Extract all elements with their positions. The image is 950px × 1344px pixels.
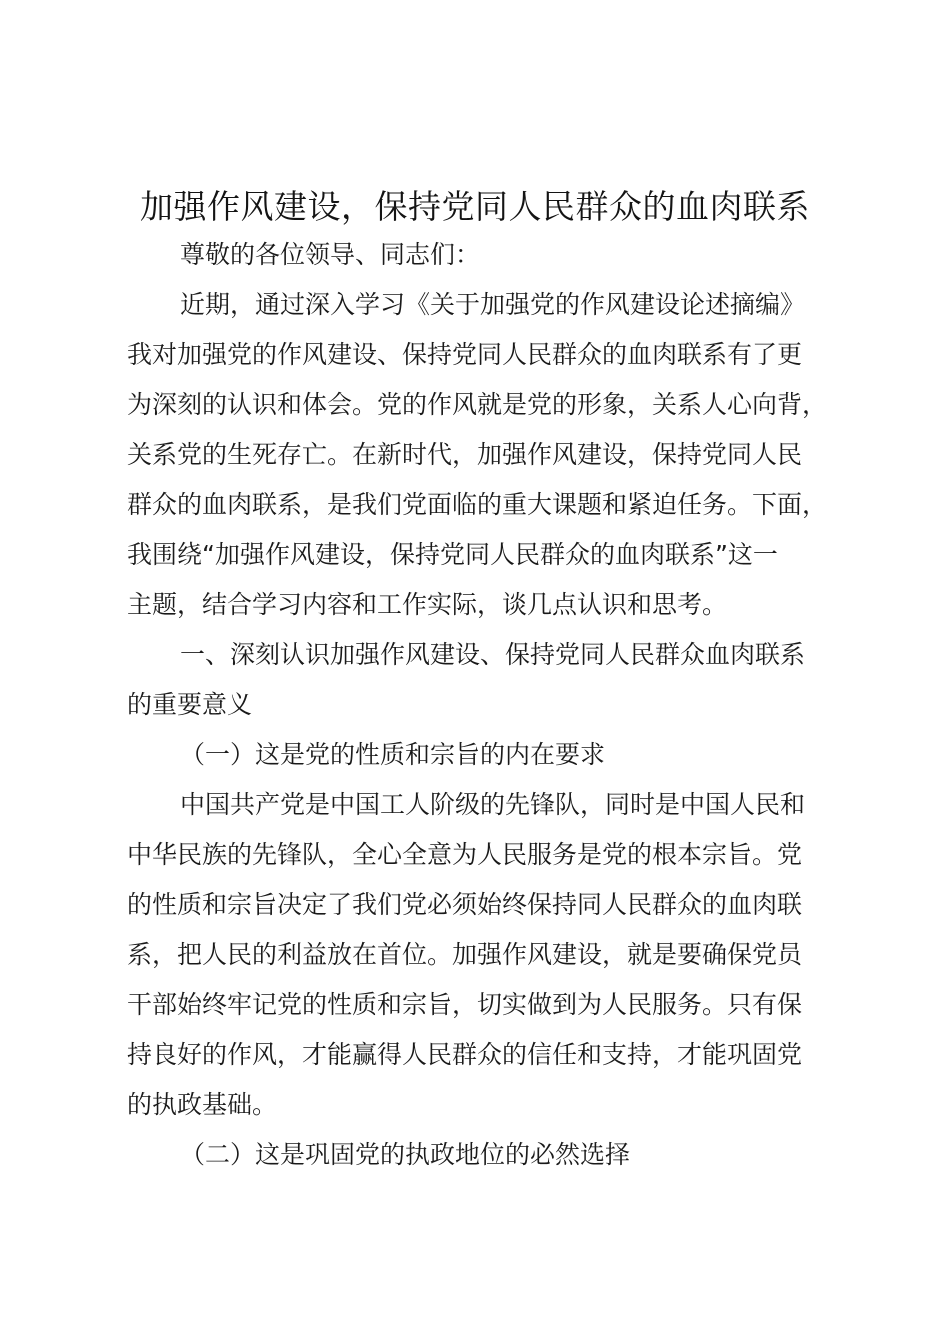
paragraph-line: 的性质和宗旨决定了我们党必须始终保持同人民群众的血肉联 — [127, 890, 803, 919]
salutation: 尊敬的各位领导、同志们： — [180, 240, 481, 269]
paragraph-line: 的执政基础。 — [127, 1090, 278, 1119]
paragraph-line: 我围绕“加强作风建设，保持党同人民群众的血肉联系”这一 — [127, 540, 778, 569]
paragraph-line: 近期，通过深入学习《关于加强党的作风建设论述摘编》 — [180, 290, 806, 319]
paragraph-line: 持良好的作风，才能赢得人民群众的信任和支持，才能巩固党 — [127, 1040, 803, 1069]
section-heading-continued: 的重要意义 — [127, 690, 253, 719]
subsection-heading: （一）这是党的性质和宗旨的内在要求 — [180, 740, 606, 769]
document-title: 加强作风建设，保持党同人民群众的血肉联系 — [140, 187, 810, 226]
paragraph-line: 系，把人民的利益放在首位。加强作风建设，就是要确保党员 — [127, 940, 803, 969]
paragraph-line: 群众的血肉联系，是我们党面临的重大课题和紧迫任务。下面， — [127, 490, 828, 519]
subsection-heading: （二）这是巩固党的执政地位的必然选择 — [180, 1140, 631, 1169]
paragraph-line: 为深刻的认识和体会。党的作风就是党的形象，关系人心向背， — [127, 390, 828, 419]
paragraph-line: 中国共产党是中国工人阶级的先锋队，同时是中国人民和 — [180, 790, 806, 819]
paragraph-line: 我对加强党的作风建设、保持党同人民群众的血肉联系有了更 — [127, 340, 803, 369]
paragraph-line: 干部始终牢记党的性质和宗旨，切实做到为人民服务。只有保 — [127, 990, 803, 1019]
paragraph-line: 关系党的生死存亡。在新时代，加强作风建设，保持党同人民 — [127, 440, 803, 469]
section-heading: 一、深刻认识加强作风建设、保持党同人民群众血肉联系 — [180, 640, 806, 669]
paragraph-line: 中华民族的先锋队，全心全意为人民服务是党的根本宗旨。党 — [127, 840, 803, 869]
paragraph-line: 主题，结合学习内容和工作实际，谈几点认识和思考。 — [127, 590, 728, 619]
